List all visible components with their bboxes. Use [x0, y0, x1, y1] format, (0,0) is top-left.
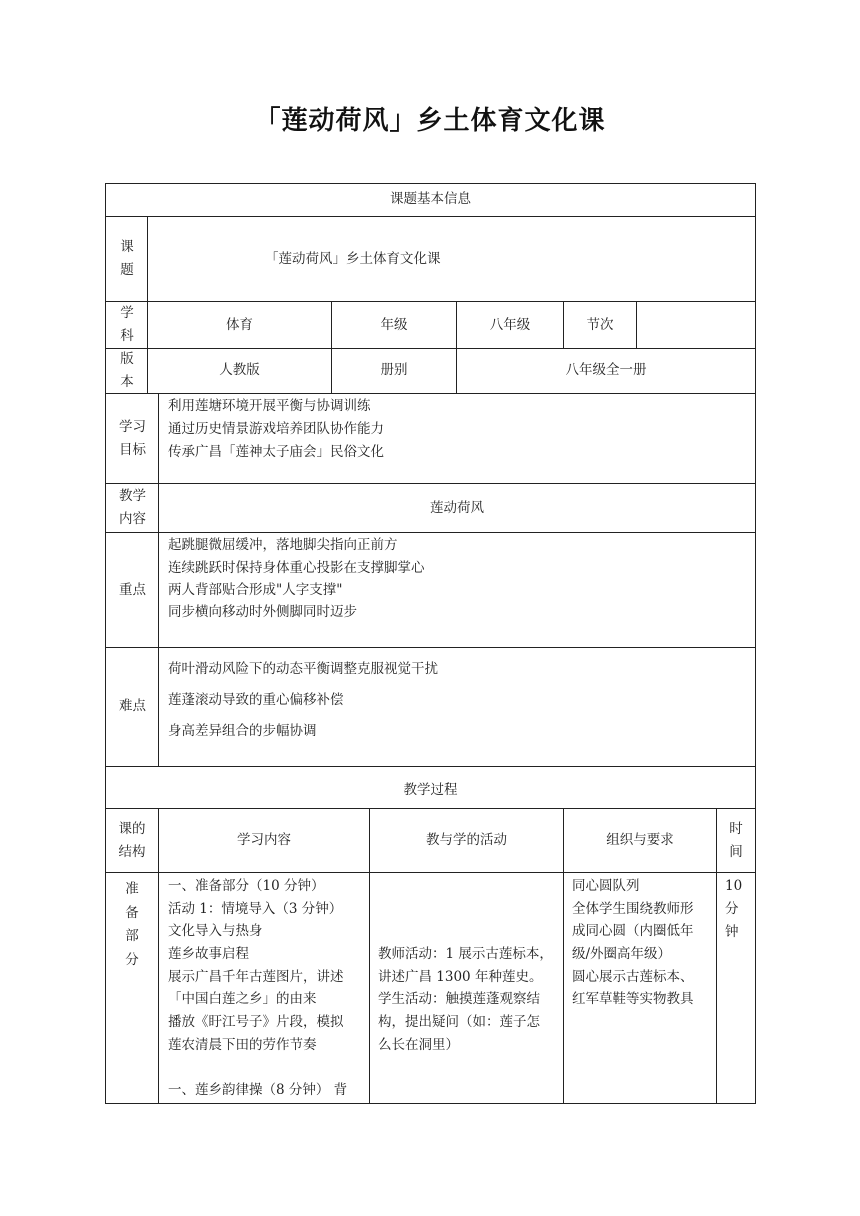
organization-line: 级/外圈高年级） [572, 946, 672, 962]
goal-item: 通过历史情景游戏培养团队协作能力 [168, 421, 384, 437]
column-header-organization: 组织与要求 [606, 832, 674, 848]
subject-value: 体育 [226, 317, 253, 333]
row-time: 10 分 钟 [725, 878, 743, 940]
activity-line: 构，提出疑问（如：莲子怎 [378, 1014, 540, 1030]
key-points-label: 重点 [119, 582, 146, 598]
topic-label: 课 题 [120, 239, 134, 278]
content-line: 「中国白莲之乡」的由来 [168, 991, 317, 1007]
key-point-item: 起跳腿微屈缓冲，落地脚尖指向正前方 [168, 537, 398, 553]
content-line: 莲农清晨下田的劳作节奏 [168, 1037, 317, 1053]
process-section-header: 教学过程 [403, 782, 458, 798]
activity-line: 学生活动：触摸莲蓬观察结 [378, 991, 540, 1007]
content-line: 一、莲乡韵律操（8 分钟） 背 [168, 1082, 348, 1098]
volume-label: 册别 [380, 362, 408, 378]
content-line: 莲乡故事启程 [168, 946, 249, 962]
organization-line: 红军草鞋等实物教具 [572, 991, 694, 1007]
content-line: 文化导入与热身 [168, 923, 263, 939]
difficulty-item: 身高差异组合的步幅协调 [168, 723, 317, 739]
key-point-item: 两人背部贴合形成"人字支撑" [168, 582, 343, 598]
organization-line: 全体学生围绕教师形 [572, 901, 694, 917]
volume-value: 八年级全一册 [565, 362, 647, 378]
organization-line: 同心圆队列 [572, 878, 640, 894]
info-section-header: 课题基本信息 [390, 191, 471, 207]
goals-label: 学习 目标 [119, 419, 146, 458]
content-line: 活动 1：情境导入（3 分钟） [168, 901, 343, 917]
grade-label: 年级 [380, 317, 408, 333]
content-line: 播放《盱江号子》片段，模拟 [168, 1014, 344, 1030]
grade-value: 八年级 [489, 317, 531, 333]
column-header-content: 学习内容 [237, 832, 291, 848]
content-label: 教学 内容 [119, 488, 146, 527]
goal-item: 利用莲塘环境开展平衡与协调训练 [168, 398, 371, 414]
column-header-activity: 教与学的活动 [426, 832, 507, 848]
column-header-structure: 课的 结构 [118, 821, 146, 860]
topic-value: 「莲动荷风」乡土体育文化课 [265, 251, 441, 267]
organization-line: 成同心圆（内圈低年 [572, 923, 694, 939]
organization-line: 圆心展示古莲标本、 [572, 969, 694, 985]
activity-line: 讲述广昌 1300 年种莲史。 [378, 969, 543, 985]
key-point-item: 同步横向移动时外侧脚同时迈步 [168, 604, 357, 620]
row-structure: 准 备 部 分 [125, 881, 139, 968]
difficulty-item: 莲蓬滚动导致的重心偏移补偿 [168, 692, 344, 708]
difficulties-label: 难点 [119, 698, 146, 714]
subject-label: 学 科 [120, 305, 134, 344]
key-point-item: 连续跳跃时保持身体重心投影在支撑脚掌心 [168, 560, 425, 576]
content-value: 莲动荷风 [430, 500, 484, 516]
activity-line: 教师活动：1 展示古莲标本， [378, 946, 553, 962]
lesson-label: 节次 [586, 317, 614, 333]
edition-label: 版 本 [120, 351, 134, 390]
column-header-time: 时 间 [729, 821, 743, 860]
difficulty-item: 荷叶滑动风险下的动态平衡调整克服视觉干扰 [168, 661, 438, 677]
content-line: 展示广昌千年古莲图片，讲述 [168, 969, 344, 985]
edition-value: 人教版 [219, 362, 260, 378]
content-line: 一、准备部分（10 分钟） [168, 878, 325, 894]
activity-line: 么长在洞里） [378, 1037, 459, 1053]
goal-item: 传承广昌「莲神太子庙会」民俗文化 [168, 444, 384, 460]
document-title: 「莲动荷风」乡土体育文化课 [254, 106, 606, 136]
